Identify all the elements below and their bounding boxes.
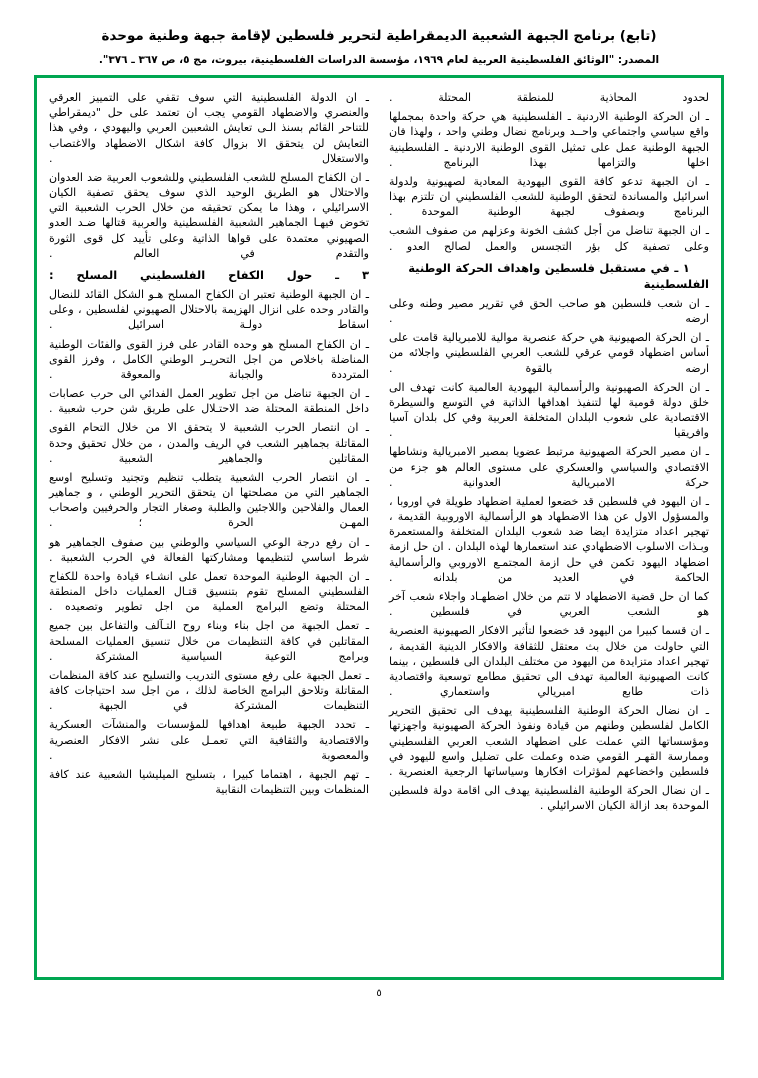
left-column-paragraph: ـ تعمل الجبهة على رفع مستوى التدريب والتسليح عند كافة المنظمات المقاتلة وتلاحق البرامج الخاصة لذلك ، من اجل سد احتياجات كافة التنظيمات المشتركة في الجبهة .: [49, 668, 369, 713]
right-column-heading: ١ ـ في مستقبل فلسطين واهداف الحركة الوطنية الفلسطينية: [408, 260, 709, 291]
right-column-paragraph: ـ ان قسما كبيرا من اليهود قد خضعوا لتأثير الافكار الصهيونية العنصرية التي حاولت من خلال بث معتقل للثقافة والافكار الدينية القديمة ، تهجير اعداد متزايدة من اليهود من مختلف البلدان الى فلسطين ، بينما كانت الصهيونية العالمية تهدف الى تحقيق مطامع توسعية واقتصادية ذات طابع امبريالي واستعماري .: [389, 624, 709, 699]
document-source-citation: المصدر: "الوثائق الفلسطينية العربية لعام ١٩٦٩، مؤسسة الدراسات الفلسطينية، بيروت، مج ٥، ص ٣٦٧ ـ ٣٧٦".: [98, 54, 660, 67]
left-column-paragraph: ـ تحدد الجبهة طبيعة اهدافها للمؤسسات والمنشآت العسكرية والاقتصادية والثقافية التي تعمـل على نشر الافكار العنصرية والمعصوبة .: [49, 718, 369, 762]
left-column-paragraph: ـ ان الجبهة الوطنية تعتبر ان الكفاح المسلح هـو الشكل القائد للنضال والقادر وحده على انزال الهزيمة بالاحتلال الصهيوني لفلسطين ، وعلى اسقاط دولـة اسرائيل .: [49, 287, 369, 332]
left-column-paragraph: ـ ان انتصار الحرب الشعبية لا يتحقق الا من خلال التحام القوى المقاتلة بجماهير الشعب في الريف والمدن ، من خلال تحقيق وحدة المقاتلين والجماهير الشعبية .: [49, 421, 369, 465]
left-column-paragraph: ـ تهم الجبهة ، اهتماما كبيرا ، بتسليح الميليشيا الشعبية عند كافة المنظمات وبين التنظيمات النقابية: [49, 767, 369, 797]
right-column: [389, 90, 709, 967]
left-column-paragraph: ـ ان الجبهة تناضل من اجل تطوير العمل الفدائي الى حرب عصابات داخل المنطقة المحتلة ضد الاحتـلال على طريق شن حرب شعبية .: [49, 387, 369, 416]
right-column-paragraph: ـ ان الحركة الصهيونية والرأسمالية اليهودية العالمية كانت تهدف الى خلق دولة قومية لها لتنفيذ اهدافها الذاتية في التوسع والسيطرة الاقتصادية على شعوب البلدان المتخلفة العربية وفي كل بلدان آسيا وافريقيا .: [389, 380, 709, 440]
left-column-heading: ٣ ـ حول الكفاح الفلسطيني المسلح :: [49, 267, 369, 282]
right-column-paragraph: لحدود المحاذية للمنطقة المحتلة .: [389, 91, 709, 104]
right-column-paragraph: ـ ان الجبهة تدعو كافة القوى اليهودية المعادية لصهيونية ولدولة اسرائيل والمساندة لتحقق الوطنية للشعب الفلسطيني ان تلتزم بهذا البرنامج وبصفوف لجبهة الوطنية الموحدة .: [389, 174, 709, 219]
two-column-body: [49, 90, 709, 967]
right-column-paragraph: ـ ان نضال الحركة الوطنية الفلسطينية يهدف الى تحقيق التحرير الكامل لفلسطين وطنهم من قيادة ونفوذ الحركة الصهيونية واجهزتها ومؤسساتها التي عملت على اضطهاد الشعب العربي الفلسطيني وممارسة القهـر القومي ضده وعملت على تضليل واسع لليهود في فلسطين واخضاعهم لمؤثرات افكارها وسياساتها الرجعية العنصرية .: [389, 704, 709, 778]
left-column-paragraph: ـ ان الكفاح المسلح للشعب الفلسطيني وللشعوب العربية ضد العدوان والاحتلال هو الطريق الوحيد الذي سوف يحقق تصفية الكيان الاسرائيلي ، وهذا ما يمكن تحقيقه من خلال الحرب الشعبية التي تخوض فيهـا الجماهير الشعبية الفلسطينية والعربية قتالها ضـد العدو الصهيوني معتمدة على قواها الذاتية وعلى تأييد كل قوى الثورة والتقدم في العالم .: [49, 170, 369, 260]
right-column-paragraph: ـ ان مصير الحركة الصهيونية مرتبط عضويا بمصير الامبريالية ونشاطها الاقتصادي والسياسي والعسكري على مستوى العالم هو جزء من حركة الامبريالية العدوانية .: [389, 445, 709, 489]
right-column-paragraph: ـ ان اليهود في فلسطين قد خضعوا لعملية اضطهاد طويلة في اوروبا ، والمسؤول الاول عن هذا الاضطهاد هو الرأسمالية الاوروبية القديمة ، تهجير اعداد متزايدة ايضا ضد شعوب البلدان المتخلفة والمستعمرة وبـذات الاسلوب الاضطهادي عند استعمارها لهذه البلدان . ان حل ازمة اضطهاد اليهود تكمن في حل ازمة المجتمـع الاوروبي والرأسمالية الحاكمة في العديد من بلدانه .: [389, 494, 709, 584]
right-column-paragraph: ـ ان الحركة الصهيونية هي حركة عنصرية موالية للامبريالية قامت على أساس اضطهاد قومي عرقي للشعب العربي الفلسطيني واجلائه من ارضه بالقوة .: [389, 331, 709, 375]
content-frame: [34, 75, 724, 980]
right-column-paragraph: ـ ان الجبهة تناضل من أجل كشف الخونة وعزلهم من صفوف الشعب وعلى تصفية كل بؤر التجسس والعمل لصالح العدو .: [389, 224, 709, 253]
document-title: (تابع) برنامج الجبهة الشعبية الديمقراطية لتحرير فلسطين لإقامة جبهة وطنية موحدة: [101, 28, 657, 44]
left-column-paragraph: ـ تعمل الجبهة من اجل بناء وبناء روح التـآلف والتفاعل بين جميع المقاتلين في كافة التنظيمات من خلال تنسيق العمليات المسلحة وبرامج التوعية السياسية المشتركة .: [49, 619, 369, 663]
right-column-paragraph: ـ ان نضال الحركة الوطنية الفلسطينية يهدف الى اقامة دولة فلسطين الموحدة بعد ازالة الكيان الاسرائيلي .: [389, 784, 709, 813]
left-column: [49, 90, 369, 967]
right-column-paragraph: ـ ان شعب فلسطين هو صاحب الحق في تقرير مصير وطنه وعلى ارضه .: [389, 296, 709, 326]
document-header: [34, 26, 724, 69]
left-column-paragraph: ـ ان الدولة الفلسطينية التي سوف تقفي على التمييز العرقي والعنصري والاضطهاد القومي يجب ان تعتمد على حل "ديمقراطي للتناحر القائم بسنذ الـى تعايش الشعبين العربي واليهودي ، وفي هذا التعايش لن يتحقق الا بزوال كافة اشكال الاضطهاد والاغتصاب والاستغلال .: [49, 91, 369, 165]
right-column-paragraph: ـ ان الحركة الوطنية الاردنية ـ الفلسطينية هي حركة واحدة بمجملها واقع سياسي واجتماعي واحــد وبرنامج نضال وطني واحد ، ولهذا فان الجبهة الوطنية عمل على تمثيل القوى الوطنية الاردنية ـ الفلسطينية اخلها والتزامها بهذا البرنامج .: [389, 110, 709, 169]
right-column-paragraph: كما ان حل قضية الاضطهاد لا تتم من خلال اضطهـاد واجلاء شعب آخر هو الشعب العربي في فلسطين .: [389, 590, 709, 619]
left-column-paragraph: ـ ان انتصار الحرب الشعبية يتطلب تنظيم وتجنيد وتسليح اوسع الجماهير التي من مصلحتها ان يتحقق التحرير الوطني ، و جماهير العمال والفلاحين واللاجئين والطلبة وصغار التجار والحرفيين واصحاب المهـن الحرة ؛ .: [49, 470, 369, 530]
left-column-paragraph: ـ ان رفع درجة الوعي السياسي والوطني بين صفوف الجماهير هو شرط اساسي لتنظيمها ومشاركتها الفعالة في الحرب الشعبية .: [49, 535, 369, 564]
left-column-paragraph: ـ ان الكفاح المسلح هو وحده القادر على فرز القوى والفئات الوطنية المناضلة باخلاص من اجل التحريـر الوطني الكامل ، وفرز القوى المترددة والجبانة والمعوقة .: [49, 337, 369, 381]
left-column-paragraph: ـ ان الجبهة الوطنية الموحدة تعمل على انشـاء قيادة واحدة للكفاح الفلسطيني المسلح تقوم بتنسيق قتـال العمليات داخل المنطقة المحتلة وتضع البرامج العملية من اجل تطوير وتصعيده .: [49, 569, 369, 614]
page-number: ٥: [376, 988, 382, 999]
